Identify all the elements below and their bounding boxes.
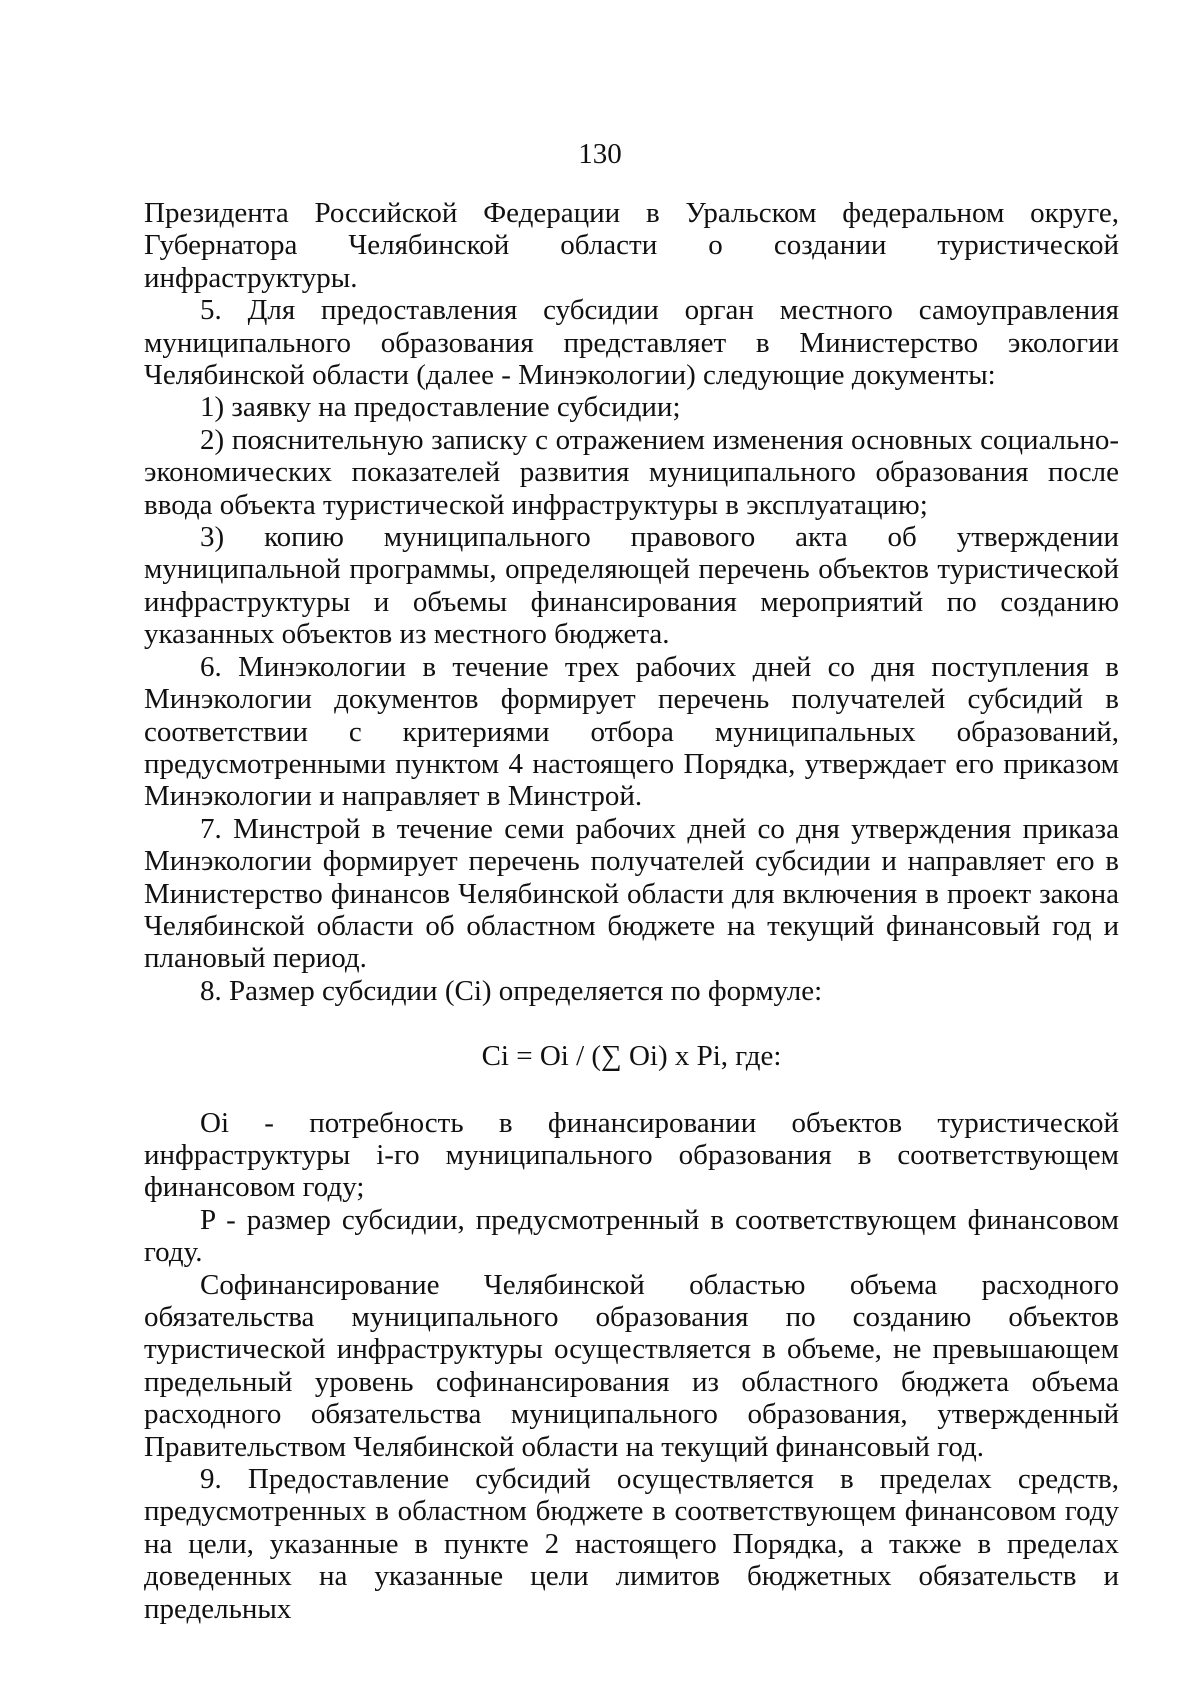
paragraph-cofinancing: Софинансирование Челябинской областью объема расходного обязательства муниципального образования по созданию объектов туристической инфраструктуры осуществляется в объеме, не превышающем предельный уровень софинансирования из областного бюджета объема расходного обязательства муниципального образования, утвержденный Правительством Челябинской области на текущий финансовый год. [144, 1268, 1119, 1463]
paragraph-subitem-1: 1) заявку на предоставление субсидии; [200, 391, 681, 424]
paragraph-continuation: Президента Российской Федерации в Уральском федеральном округе, Губернатора Челябинской области о создании туристической инфраструктуры. [144, 197, 1119, 294]
document-body [144, 197, 1119, 1625]
paragraph-item-9: 9. Предоставление субсидий осуществляется в пределах средств, предусмотренных в областном бюджете в соответствующем финансовом году на цели, указанные в пункте 2 настоящего Порядка, а также в пределах доведенных на указанные цели лимитов бюджетных обязательств и предельных [144, 1463, 1119, 1625]
paragraph-item-5: 5. Для предоставления субсидии орган местного самоуправления муниципального образования представляет в Министерство экологии Челябинской области (далее - Минэкологии) следующие документы: [144, 294, 1119, 392]
page-number: 130 [578, 138, 622, 170]
paragraph-subitem-3: 3) копию муниципального правового акта об утверждении муниципальной программы, определяющей перечень объектов туристической инфраструктуры и объемы финансирования мероприятий по созданию указанных объектов из местного бюджета. [144, 521, 1119, 651]
paragraph-subitem-2: 2) пояснительную записку с отражением изменения основных социально-экономических показателей развития муниципального образования после ввода объекта туристической инфраструктуры в эксплуатацию; [144, 423, 1119, 521]
paragraph-p-definition: P - размер субсидии, предусмотренный в соответствующем финансовом году. [144, 1203, 1119, 1269]
paragraph-item-7: 7. Минстрой в течение семи рабочих дней со дня утверждения приказа Минэкологии формирует перечень получателей субсидии и направляет его в Министерство финансов Челябинской области для включения в проект закона Челябинской области об областном бюджете на текущий финансовый год и плановый период. [144, 812, 1119, 975]
paragraph-oi-definition: Oi - потребность в финансировании объектов туристической инфраструктуры i-го муниципального образования в соответствующем финансовом году; [144, 1106, 1119, 1204]
paragraph-item-6: 6. Минэкологии в течение трех рабочих дней со дня поступления в Минэкологии документов формирует перечень получателей субсидий в соответствии с критериями отбора муниципальных образований, предусмотренными пунктом 4 настоящего Порядка, утверждает его приказом Минэкологии и направляет в Минстрой. [144, 650, 1119, 813]
subsidy-formula: Ci = Oi / (∑ Oi) x Pi, где: [481, 1040, 782, 1073]
paragraph-item-8: 8. Размер субсидии (Ci) определяется по формуле: [200, 974, 823, 1007]
